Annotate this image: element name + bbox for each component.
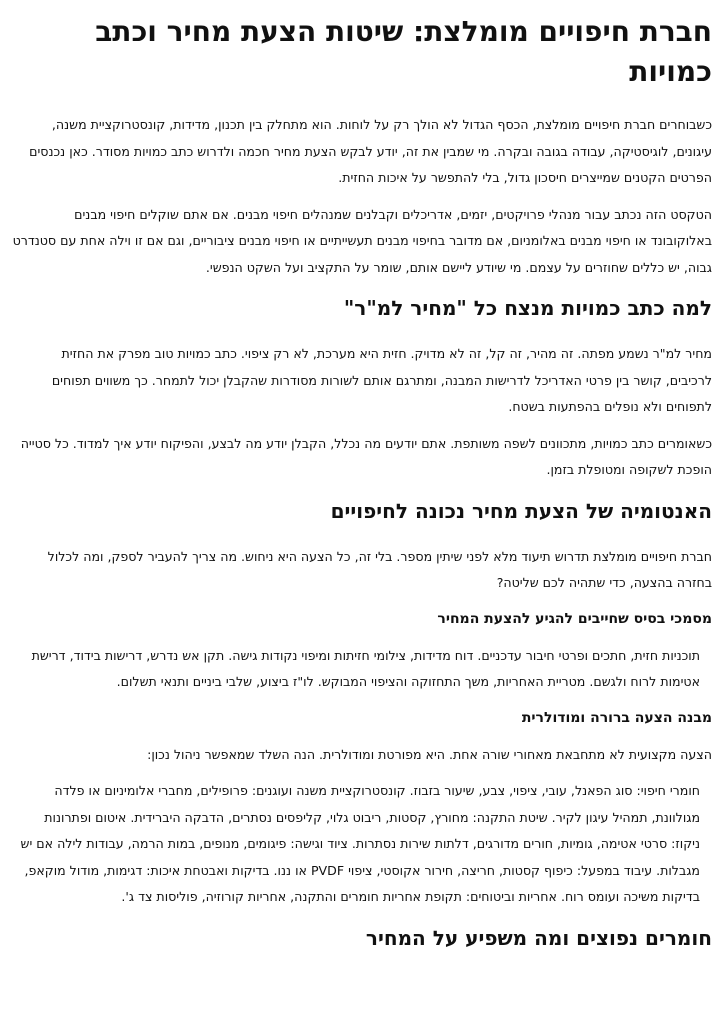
list-item: חומרי חיפוי: סוג הפאנל, עובי, ציפוי, צבע, שיעור בזבוז. קונסטרוקציית משנה ועוגנים: פרופילים, מחברי אלומיניום או פלדה מגולוונת, תמהיל עיגון לקיר. שיטת התקנה: מחורץ, קסטות, ריבוט גלוי, קליפסים נסתרים, הדבקה היברידית. איטום ופתרונות ניקוז: סרטי אטימה, גומיות, חורים מדורגים, דלתות שירות נסתרות. ציוד וגישה: פיגומים, מנופים, במות הרמה, עבודות לילה אם יש מגבלות. עיבוד במפעל: כיפוף קסטות, חריצה, חירור אקוסטי, ציפוי PVDF או ננו. בדיקות ואבטחת איכות: דגימות, מודול מוקאפ, בדיקות משיכה ועומס רוח. אחריות וביטוחים: תקופת אחריות חומרים והתקנה, אחריות קורוזיה, פוליסות צד ג'.	[20, 783, 700, 904]
intro-paragraph-1: כשבוחרים חברת חיפויים מומלצת, הכסף הגדול לא הולך רק על לוחות. הוא מתחלק בין תכנון, מדידות, קונסטרוקציית משנה, עיגונים, לוגיסטיקה, עבודה בגובה ובקרה. מי שמבין את זה, יודע לבקש הצעת מחיר חכמה ולדרוש כתב כמויות מסודר. כאן נכנסים הפרטים הקטנים שמייצרים חיסכון גדול, בלי להתפשר על איכות החזית.	[29, 117, 712, 185]
subheading-base-documents: מסמכי בסיס שחייבים להגיע להצעת המחיר	[437, 610, 712, 627]
section-1-paragraph-1: מחיר למ"ר נשמע מפתה. זה מהיר, זה קל, זה לא מדויק. חזית היא מערכת, לא רק ציפוי. כתב כמויות טוב מפרק את החזית לרכיבים, קושר בין פרטי האדריכל לדרישות המבנה, ומתרגם אותם לשורות מסודרות שהקבלן יכול לתמחר. כך משווים תפוחים לתפוחים ולא נופלים בהפתעות בשטח.	[51, 346, 712, 414]
base-documents-list	[12, 643, 712, 696]
page-title: חברת חיפויים מומלצת: שיטות הצעת מחיר וכתב כמויות	[95, 15, 712, 88]
section-heading-quote-anatomy: האנטומיה של הצעת מחיר נכונה לחיפויים	[330, 498, 712, 523]
section-heading-bill-of-quantities: למה כתב כמויות מנצח כל "מחיר למ"ר"	[343, 296, 712, 320]
subheading-quote-structure: מבנה הצעה ברורה ומודולרית	[521, 709, 712, 726]
list-item: תוכניות חזית, חתכים ופרטי חיבור עדכניים. דוח מדידות, צילומי חזיתות ומיפוי נקודות גישה. תקן אש נדרש, דרישות בידוד, דרישת אטימות לרוח ולגשם. מטריית האחריות, משך התחזוקה והציפוי המבוקש. לו"ז ביצוע, שלבי ביניים ותנאי תשלום.	[31, 647, 700, 689]
quote-structure-list	[12, 778, 712, 911]
quote-structure-intro: הצעה מקצועית לא מתחבאת מאחורי שורה אחת. היא מפורטת ומודולרית. הנה השלד שמאפשר ניהול נכון:	[147, 746, 712, 762]
section-2-paragraph-1: חברת חיפויים מומלצת תדרוש תיעוד מלא לפני שיתין מספר. בלי זה, כל הצעה היא ניחוש. מה צריך להעביר לספק, ומה לכלול בחזרה בהצעה, כדי שתהיה לכם שליטה?	[47, 548, 712, 590]
section-heading-common-materials: חומרים נפוצים ומה משפיע על המחיר	[365, 925, 712, 950]
intro-paragraph-2: הטקסט הזה נכתב עבור מנהלי פרויקטים, יזמים, אדריכלים וקבלנים שמנהלים חיפוי מבנים. אם אתם שוקלים חיפוי מבנים באלוקובונד או חיפוי מבנים באלומניום, אם מדובר בחיפוי מבנים תעשייתיים או חיפוי מבנים ציבוריים, וגם אם זו וילה אחת עם סטנדרט גבוה, יש כללים שחוזרים על עצמם. מי שיודע ליישם אותם, שומר על התקציב ועל השקט הנפשי.	[12, 206, 712, 275]
section-1-paragraph-2: כשאומרים כתב כמויות, מתכוונים לשפה משותפת. אתם יודעים מה נכלל, הקבלן יודע מה לבצע, והפיקוח יודע איך למדוד. כל סטייה הופכת לשקופה ומטופלת בזמן.	[20, 435, 712, 477]
